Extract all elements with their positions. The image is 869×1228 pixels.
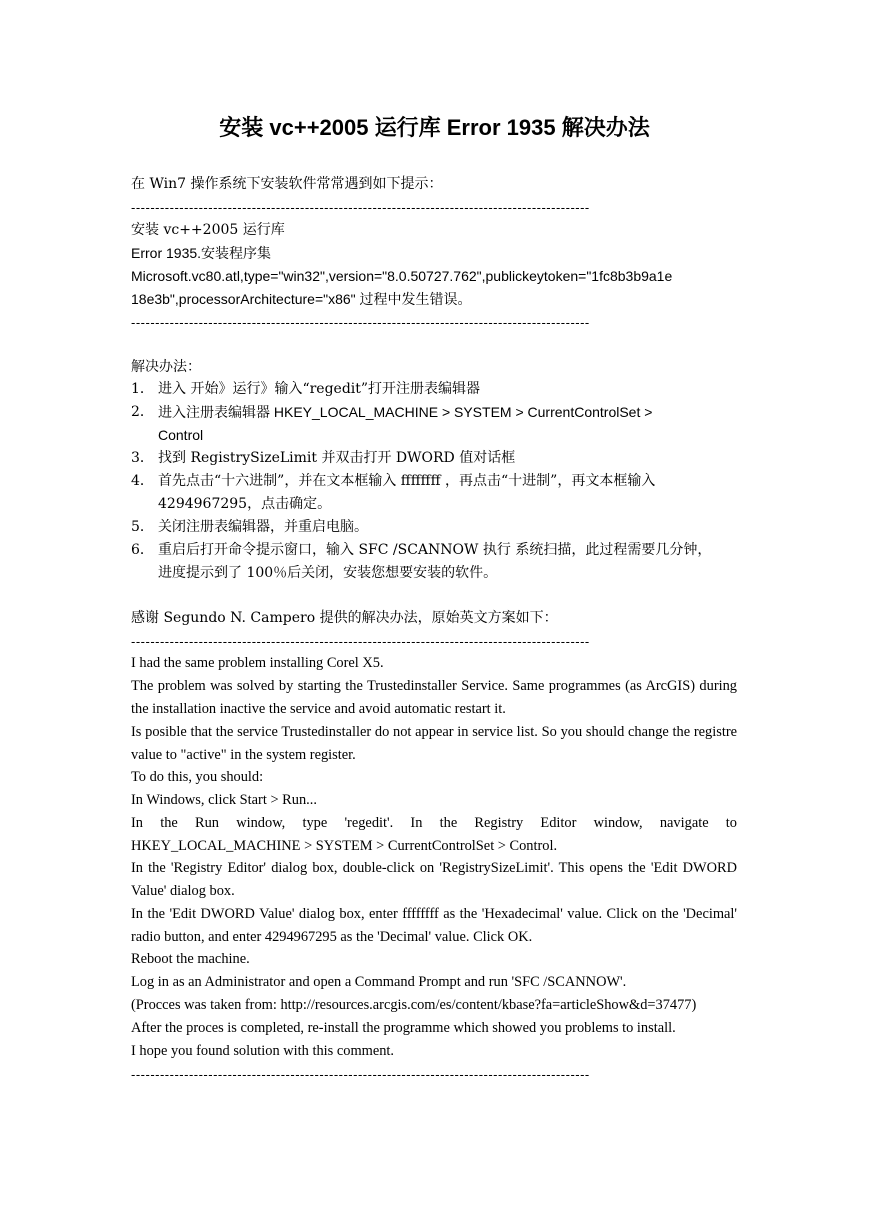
step-text: 进入注册表编辑器 HKEY_LOCAL_MACHINE > SYSTEM > CurrentControlSet > — [158, 404, 653, 420]
step-text: 4294967295，点击确定。 — [158, 496, 332, 512]
english-paragraph: Reboot the machine. — [131, 951, 250, 967]
english-paragraph: In the Run window, type 'regedit'. In the Registry Editor window, navigate to HKEY_LOCAL_MACHINE > SYSTEM > CurrentControlSet > Control. — [131, 815, 737, 854]
separator-line: ----------------------------------------------------------------------------------------------- — [131, 315, 590, 330]
document-title: 安装 vc++2005 运行库 Error 1935 解决办法 — [219, 115, 650, 140]
error-line-4: 18e3b",processorArchitecture="x86" 过程中发生错误。 — [131, 291, 472, 307]
english-paragraph: After the proces is completed, re-install the programme which showed you problems to install. — [131, 1020, 676, 1036]
english-paragraph: In the 'Registry Editor' dialog box, double-click on 'RegistrySizeLimit'. This opens the 'Edit DWORD Value' dialog box. — [131, 860, 737, 899]
error-line-3: Microsoft.vc80.atl,type="win32",version="8.0.50727.762",publickeytoken="1fc8b3b9a1e — [131, 268, 673, 284]
step-text: 进入 开始》运行》输入“regedit”打开注册表编辑器 — [158, 381, 481, 397]
solution-heading: 解决办法： — [131, 359, 201, 375]
step-number: 4． — [131, 473, 154, 489]
separator-line: ----------------------------------------------------------------------------------------------- — [131, 634, 590, 649]
english-paragraph: Is posible that the service Trustedinstaller do not appear in service list. So you should change the registre value to "active" in the system register. — [131, 724, 737, 763]
step-text: Control — [158, 427, 204, 443]
step-text: 关闭注册表编辑器，并重启电脑。 — [158, 519, 368, 535]
step-number: 5． — [131, 519, 154, 535]
error-line-1: 安装 vc++2005 运行库 — [131, 222, 285, 238]
step-number: 6． — [131, 542, 154, 558]
english-paragraph: (Procces was taken from: http://resources.arcgis.com/es/content/kbase?fa=articleShow&d=37477) — [131, 997, 697, 1013]
english-paragraph: Log in as an Administrator and open a Command Prompt and run 'SFC /SCANNOW'. — [131, 974, 627, 990]
thanks-text: 感谢 Segundo N. Campero 提供的解决办法，原始英文方案如下： — [131, 610, 558, 626]
step-text: 进度提示到了 100％后关闭，安装您想要安装的软件。 — [158, 565, 498, 581]
english-paragraph: The problem was solved by starting the Trustedinstaller Service. Same programmes (as ArcGIS) during the installation inactive the service and avoid automatic restart it. — [131, 678, 737, 717]
separator-line: ----------------------------------------------------------------------------------------------- — [131, 1067, 590, 1082]
english-paragraph: In Windows, click Start > Run... — [131, 792, 317, 808]
english-paragraph: I had the same problem installing Corel X5. — [131, 655, 384, 671]
step-number: 2． — [131, 404, 154, 420]
error-line-2: Error 1935.安装程序集 — [131, 245, 272, 261]
english-paragraph: I hope you found solution with this comment. — [131, 1043, 395, 1059]
step-text: 重启后打开命令提示窗口，输入 SFC /SCANNOW 执行 系统扫描，此过程需要几分钟， — [158, 542, 712, 558]
separator-line: ----------------------------------------------------------------------------------------------- — [131, 200, 590, 215]
step-number: 1． — [131, 381, 154, 397]
english-paragraph: In the 'Edit DWORD Value' dialog box, enter ffffffff as the 'Hexadecimal' value. Click on the 'Decimal' radio button, and enter 4294967295 as the 'Decimal' value. Click OK. — [131, 906, 737, 945]
step-number: 3． — [131, 450, 154, 466]
english-paragraph: To do this, you should: — [131, 769, 264, 785]
step-text: 首先点击“十六进制”，并在文本框输入 ffffffff ，再点击“十进制”，再文本框输入 — [158, 473, 656, 489]
intro-text: 在 Win7 操作系统下安装软件常常遇到如下提示： — [131, 176, 443, 192]
step-text: 找到 RegistrySizeLimit 并双击打开 DWORD 值对话框 — [158, 450, 516, 466]
